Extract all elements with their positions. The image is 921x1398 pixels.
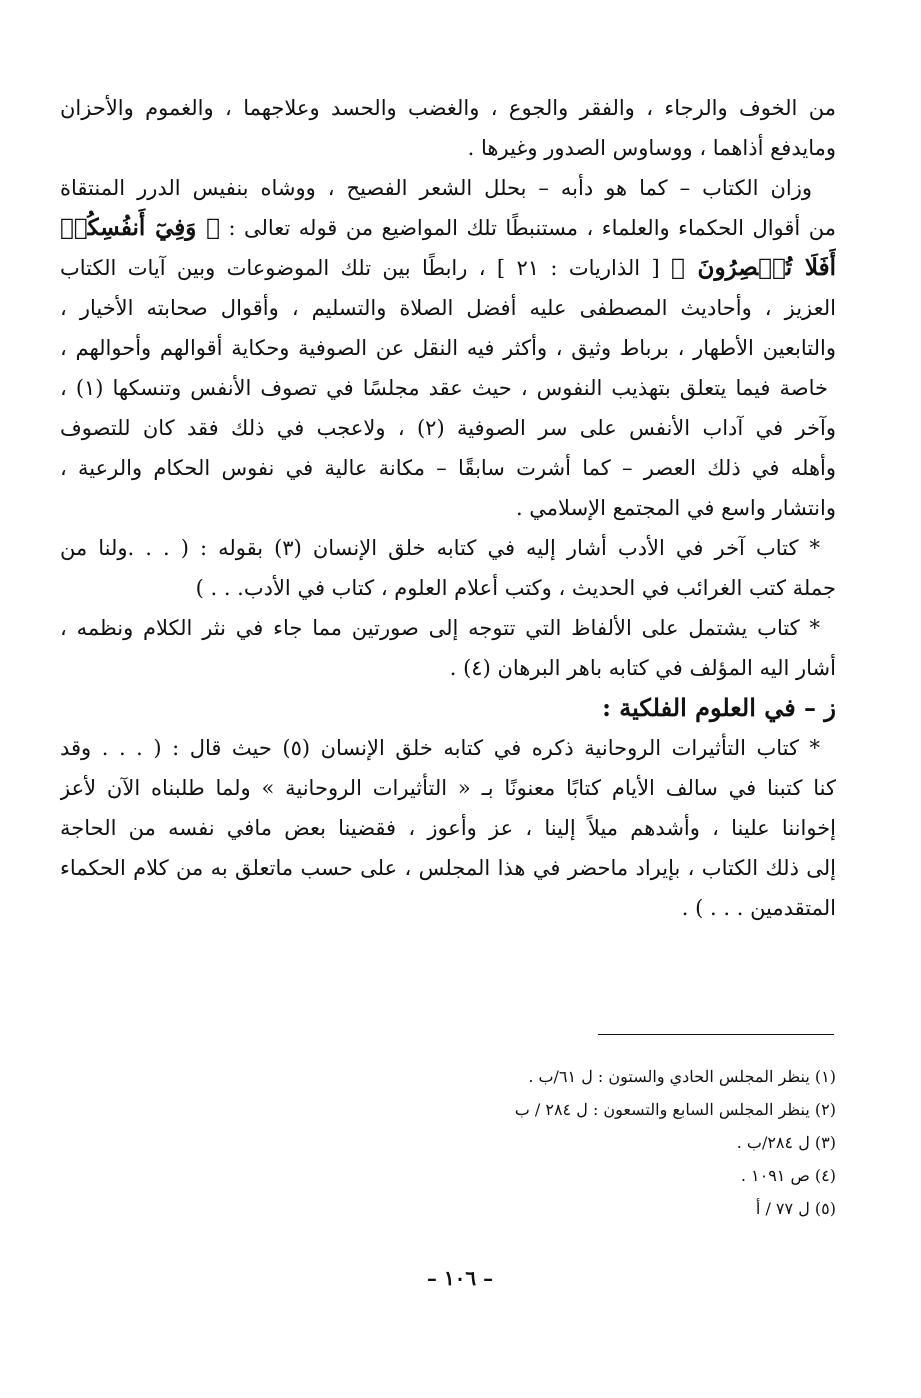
text-segment: من أقوال الحكماء والعلماء ، مستنبطًا تلك المواضيع من قوله تعالى : [228, 216, 836, 240]
quran-verse: أَفَلَا تُبۡصِرُونَ ﴾ [671, 254, 836, 281]
list-item-line: * كتاب آخر في الأدب أشار إليه في كتابه خلق الإنسان (٣) بقوله : ( . . .ولنا من [60, 536, 820, 560]
list-item-line: كنا كتبنا في سالف الأيام كتابًا معنونًا بـ « التأثيرات الروحانية » ولما طلبناه الآن لأعز [60, 776, 836, 800]
text-segment: [ الذاريات : ٢١ ] ، رابطًا بين تلك الموضوعات وبين آيات الكتاب [60, 256, 660, 280]
list-item-line: أشار اليه المؤلف في كتابه باهر البرهان (٤) . [449, 656, 836, 680]
footnote: (٢) ينظر المجلس السابع والتسعون : ل ٢٨٤ / ب [514, 1100, 836, 1119]
text-line: خاصة فيما يتعلق بتهذيب النفوس ، حيث عقد مجلسًا في تصوف الأنفس وتنسكها (١) ، [60, 376, 828, 400]
text-line: العزيز ، وأحاديث المصطفى عليه أفضل الصلاة والتسليم ، وأقوال صحابته الأخيار ، [60, 296, 836, 320]
list-item-line: جملة كتب الغرائب في الحديث ، وكتب أعلام العلوم ، كتاب في الأدب. . . ) [195, 576, 836, 600]
list-item-line: * كتاب يشتمل على الألفاظ التي تتوجه إلى صورتين مما جاء في نثر الكلام ونظمه ، [60, 616, 820, 640]
text-line: والتابعين الأطهار ، برباط وثيق ، وأكثر فيه النقل عن الصوفية وحكاية أقوالهم وأحوالهم ، [60, 336, 836, 360]
footnote: (٥) ل ٧٧ / أ [755, 1199, 836, 1218]
text-line: من الخوف والرجاء ، والفقر والجوع ، والغضب والحسد وعلاجهما ، والغموم والأحزان [60, 96, 836, 120]
footnote: (٣) ل ٢٨٤/ب . [736, 1133, 836, 1152]
quran-verse: ﴿ وَفِيٓ أَنفُسِكُمۡ [60, 214, 220, 241]
main-text [60, 88, 836, 928]
footnote-divider [598, 1034, 834, 1035]
footnotes [300, 1060, 836, 1225]
section-heading: ز – في العلوم الفلكية : [602, 693, 836, 722]
footnote: (١) ينظر المجلس الحادي والستون : ل ٦١/ب . [528, 1067, 836, 1086]
list-item-line: * كتاب التأثيرات الروحانية ذكره في كتابه خلق الإنسان (٥) حيث قال : ( . . . وقد [60, 736, 820, 760]
page-number: – ١٠٦ – [426, 1266, 494, 1290]
list-item-line: إلى ذلك الكتاب ، بإيراد ماحضر في هذا المجلس ، على حسب ماتعلق به من كلام الحكماء [60, 856, 836, 880]
list-item-line: المتقدمين . . . ) . [681, 896, 836, 920]
list-item-line: إخواننا علينا ، وأشدهم ميلاً إلينا ، عز وأعوز ، فقضينا بعض مافي نفسه من الحاجة [60, 816, 836, 840]
text-line: ومايدفع أذاهما ، ووساوس الصدور وغيرها . [467, 136, 836, 160]
text-line: وزان الكتاب – كما هو دأبه – بحلل الشعر الفصيح ، ووشاه بنفيس الدرر المنتقاة [60, 176, 812, 200]
text-line: وآخر في آداب الأنفس على سر الصوفية (٢) ، ولاعجب في ذلك فقد كان للتصوف [60, 416, 836, 440]
text-line-with-verse [60, 248, 836, 288]
text-line: وانتشار واسع في المجتمع الإسلامي . [515, 496, 836, 520]
text-line-with-verse [60, 208, 836, 248]
text-line: وأهله في ذلك العصر – كما أشرت سابقًا – مكانة عالية في نفوس الحكام والرعية ، [60, 456, 836, 480]
footnote: (٤) ص ١٠٩١ . [740, 1166, 836, 1185]
